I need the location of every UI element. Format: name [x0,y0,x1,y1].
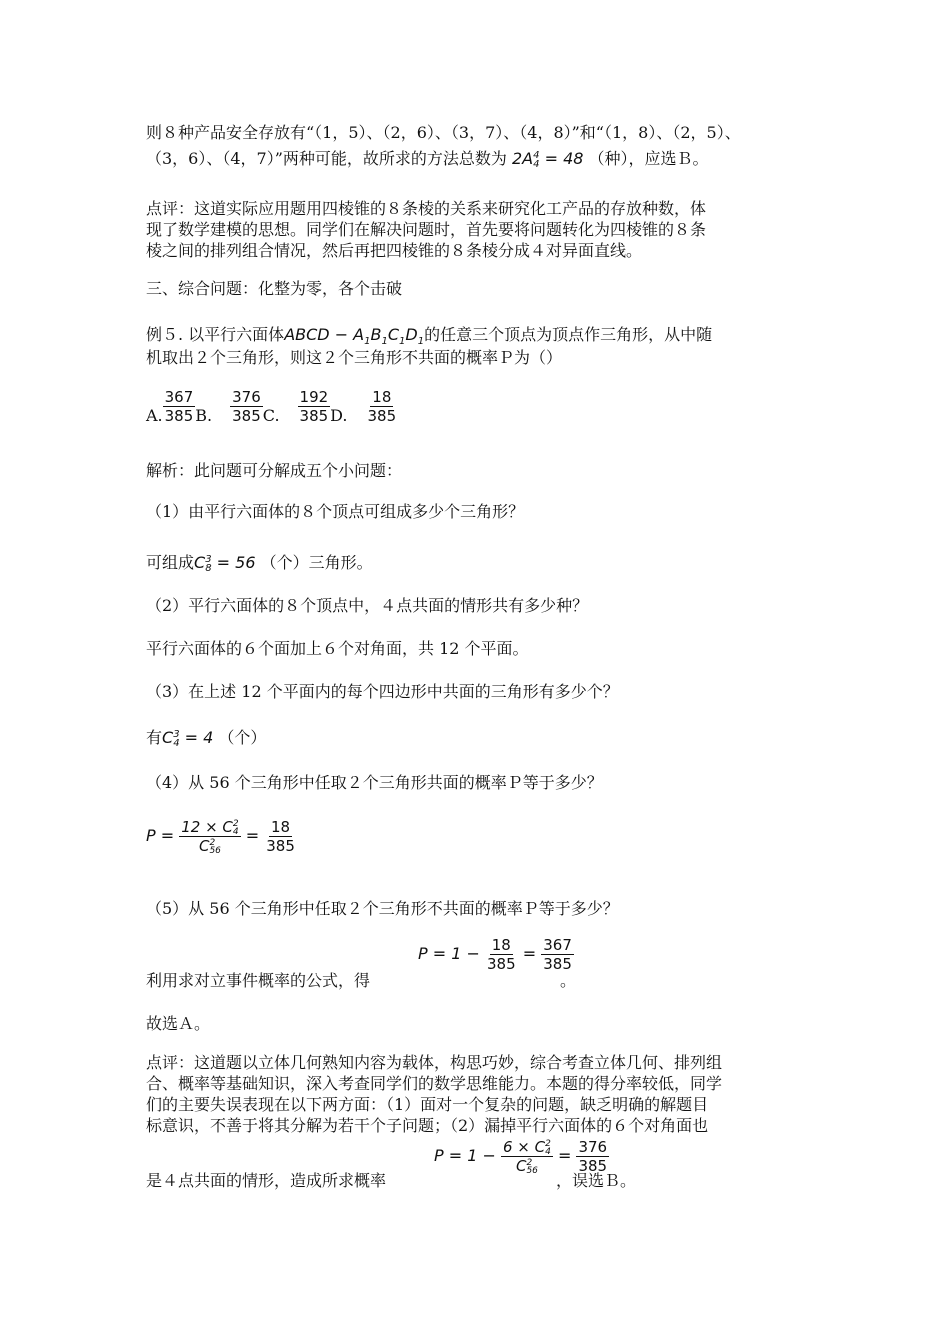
comment-line: 点评：这道实际应用题用四棱锥的８条棱的关系来研究化工产品的存放种数，体 [146,199,707,218]
math-c43: C 3 4 = 4 [162,728,214,749]
math-c83: C 3 8 = 56 [194,553,256,574]
question-1: （1）由平行六面体的８个顶点可组成多少个三角形？ [146,502,525,521]
question-3: （3）在上述 12 个平面内的每个四边形中共面的三角形有多少个？ [146,682,619,701]
option-a: A. $\frac{367}{385}$ [146,388,194,425]
text-span: （3，6）、（4，7）”两种可能，故所求的方法总数为 [146,149,507,168]
formula-p4: P = 12 × C 2 4 C 2 56 = $\frac{18}{385}$ [146,818,295,856]
option-d: D. $\frac{18}{385}$ [330,388,397,425]
text-line: 则８种产品安全存放有“（1，5）、（2，6）、（3，7）、（4，8）”和“（1，8）、（2，5）、 [146,123,741,142]
comment-line: 们的主要失误表现在以下两方面：（1）面对一个复杂的问题，缺乏明确的解题目 [146,1095,709,1114]
comment-line: 现了数学建模的思想。同学们在解决问题时，首先要将问题转化为四棱锥的８条 [146,220,707,239]
analysis-line: 解析：此问题可分解成五个小问题： [146,461,403,480]
question-5: （5）从 56 个三角形中任取２个三角形不共面的概率Ｐ等于多少？ [146,899,619,918]
example-line: 机取出２个三角形，则这２个三角形不共面的概率Ｐ为（） [146,348,563,367]
question-4: （4）从 56 个三角形中任取２个三角形共面的概率Ｐ等于多少？ [146,773,603,792]
comment-line: 是４点共面的情形，造成所求概率 ，误选Ｂ。 [146,1171,637,1190]
math-solid: ABCD − $A_1B_1C_1D_1$ [284,325,425,348]
text-span: （种），应选Ｂ。 [588,149,709,168]
comment-line: 合、概率等基础知识，深入考查同学们的数学思维能力。本题的得分率较低，同学 [146,1074,723,1093]
comment-line: 点评：这道题以立体几何熟知内容为载体，构思巧妙，综合考查立体几何、排列组 [146,1053,723,1072]
section-heading: 三、综合问题：化整为零，各个击破 [146,279,403,298]
answer-5: 利用求对立事件概率的公式，得 。 [146,971,577,990]
comment-line: 棱之间的排列组合情况，然后再把四棱锥的８条棱分成４对异面直线。 [146,241,643,260]
option-b: B. $\frac{376}{385}$ [195,388,261,425]
example-line: 例５. 以平行六面体ABCD − $A_1B_1C_1D_1$的任意三个顶点为顶点作三角形，从中随 [146,325,713,348]
options-row [146,388,398,425]
option-c: C. $\frac{192}{385}$ [262,388,329,425]
text-line [146,148,709,170]
conclusion-line: 故选Ａ。 [146,1014,211,1033]
question-2: （2）平行六面体的８个顶点中，４点共面的情形共有多少种？ [146,596,589,615]
math-total: 2A 4 4 = 48 [512,149,584,170]
answer-2: 平行六面体的６个面加上６个对角面，共 12 个平面。 [146,639,529,658]
comment-line: 标意识，不善于将其分解为若干个子问题；（2）漏掉平行六面体的６个对角面也 [146,1116,709,1135]
answer-1: 可组成C 3 8 = 56 （个）三角形。 [146,553,373,574]
answer-3: 有C 3 4 = 4 （个） [146,728,267,749]
